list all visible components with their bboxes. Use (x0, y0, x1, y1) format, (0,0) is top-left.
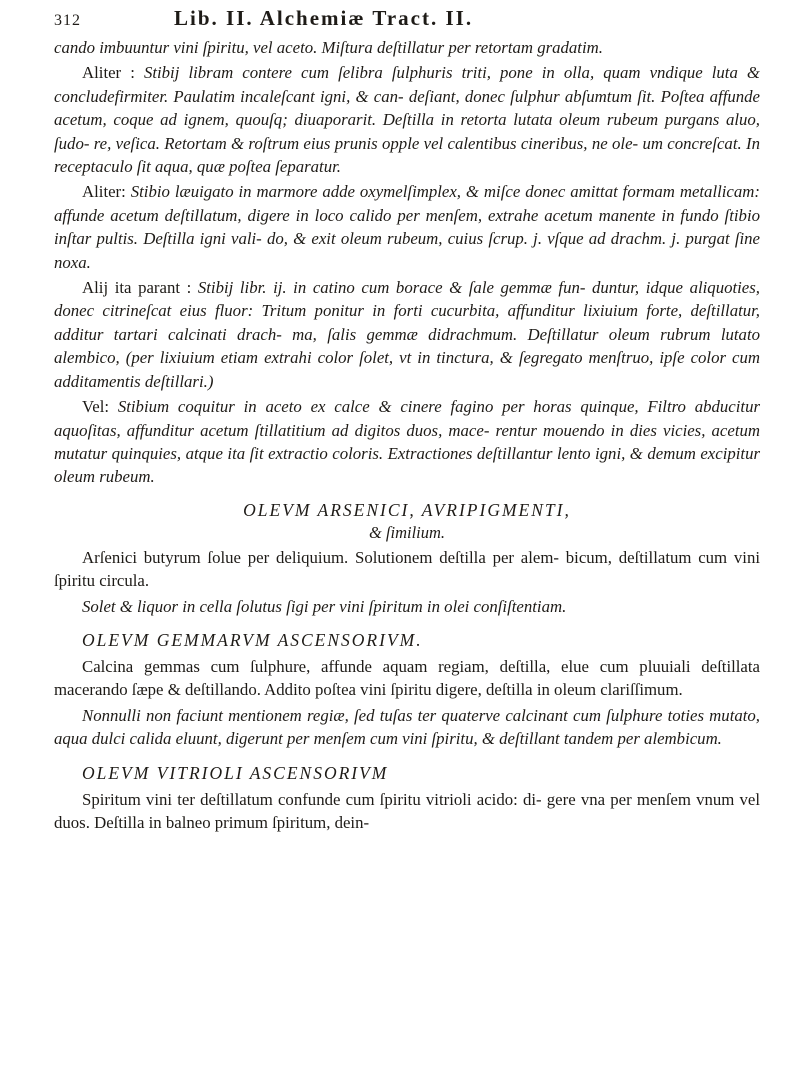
paragraph-body: Stibij libr. ij. in catino cum borace & ſale gemmæ fun- duntur, idque aliquoties, donec citrineſcat eius fluor: Tritum ponitur in forti cucurbita, affunditur lixiuium forte, deſtillatur, additur tartari calcinati drach- ma, ſalis gemmæ didrachmum. Deſtillatur oleum rubrum lutato alembico, (per lixiuium etiam extrahi color ſolet, vt in tinctura, & ſegregato menſtruo, ipſe color cum additamentis deſtillari.) (54, 278, 760, 391)
section-heading-vitriol: OLEVM VITRIOLI ASCENSORIVM (82, 762, 389, 783)
running-title: Lib. II. Alchemiæ Tract. II. (174, 6, 474, 30)
paragraph-aliter-1 (54, 61, 760, 178)
paragraph-gems-2: Nonnulli non faciunt mentionem regiæ, ſed tuſas ter quaterve calcinant cum ſulphure toties mutato, aqua dulci calida eluunt, digerunt per menſem cum vini ſpiritu, & deſtillant tandem per alembicum. (54, 705, 760, 749)
paragraph-body: Stibium coquitur in aceto ex calce & cinere fagino per horas quinque, Filtro abducitur aquoſitas, affunditur acetum ſtillatitium ad digitos duos, mace- rentur mouendo in dies vicies, acetum mutatur quinquies, atque ita ſit extractio coloris. Extractiones deſtillantur lento igni, & demum excipitur oleum rubeum. (54, 397, 760, 487)
paragraph-alij (54, 276, 760, 393)
section-subheading-arsenic: & ſimilium. (368, 522, 446, 542)
continued-text: cando imbuuntur vini ſpiritu, vel aceto. Miſtura deſtillatur per retortam (54, 38, 533, 57)
section-heading-arsenic: OLEVM ARSENICI, AVRIPIGMENTI, (243, 499, 571, 520)
paragraph-gems-1: Calcina gemmas cum ſulphure, affunde aquam regiam, deſtilla, elue cum pluuiali deſtillata macerando ſæpe & deſtillando. Addito poſtea vini ſpiritu digere, deſtilla in oleum clariſſimum. (54, 656, 760, 700)
paragraph-lead: Alij ita parant : (82, 278, 198, 298)
paragraph-body: Stibij libram contere cum ſelibra ſulphuris triti, pone in olla, quam vndique luta & concludefirmiter. Paulatim incaleſcant igni, & can- deſiant, donec ſulphur abſumtum ſit. Poſtea affunde acetum, coque ad ignem, quouſq; diuaporarit. Deſtilla in retorta lutata oleum rubeum purgans aluo, ſudo- re, veſica. Retortam & roſtrum eius prunis opple vel calentibus cineribus, ne ole- um concreſcat. In receptaculo ſit aqua, quæ poſtea ſeparatur. (54, 63, 760, 177)
paragraph-lead: Aliter: (82, 182, 131, 202)
paragraph-aliter-2 (54, 180, 760, 274)
paragraph-lead: Vel: (82, 397, 118, 417)
paragraph-vitriol-1: Spiritum vini ter deſtillatum confunde cum ſpiritu vitrioli acido: di- gere vna per menſem vnum vel duos. Deſtilla in balneo primum ſpiritum, dein- (54, 789, 760, 832)
section-heading-gems: OLEVM GEMMARVM ASCENSORIVM. (82, 629, 423, 650)
paragraph-vel (54, 395, 760, 489)
running-header (54, 6, 760, 36)
continued-line (54, 36, 760, 59)
paragraph-arsenic-1: Arſenici butyrum ſolue per deliquium. Solutionem deſtilla per alem- bicum, deſtillatum cum vini ſpiritu circula. (54, 547, 760, 591)
page-number: 312 (54, 12, 81, 29)
paragraph-arsenic-2: Solet & liquor in cella ſolutus ſigi per vini ſpiritum in olei conſiſtentiam. (82, 596, 567, 616)
paragraph-lead: Aliter : (82, 63, 144, 83)
continued-text-end: gradatim. (537, 38, 603, 57)
paragraph-body: Stibio læuigato in marmore adde oxymelſimplex, & miſce donec amittat formam metallicam: affunde acetum deſtillatum, digere in loco calido per menſem, extrahe acetum manente in fundo ſtibio inſtar pultis. Deſtilla igni vali- do, & exit oleum rubeum, cuius ſcrup. j. vſque ad drachm. j. purgat ſine noxa. (54, 182, 760, 272)
body-text (54, 36, 760, 834)
